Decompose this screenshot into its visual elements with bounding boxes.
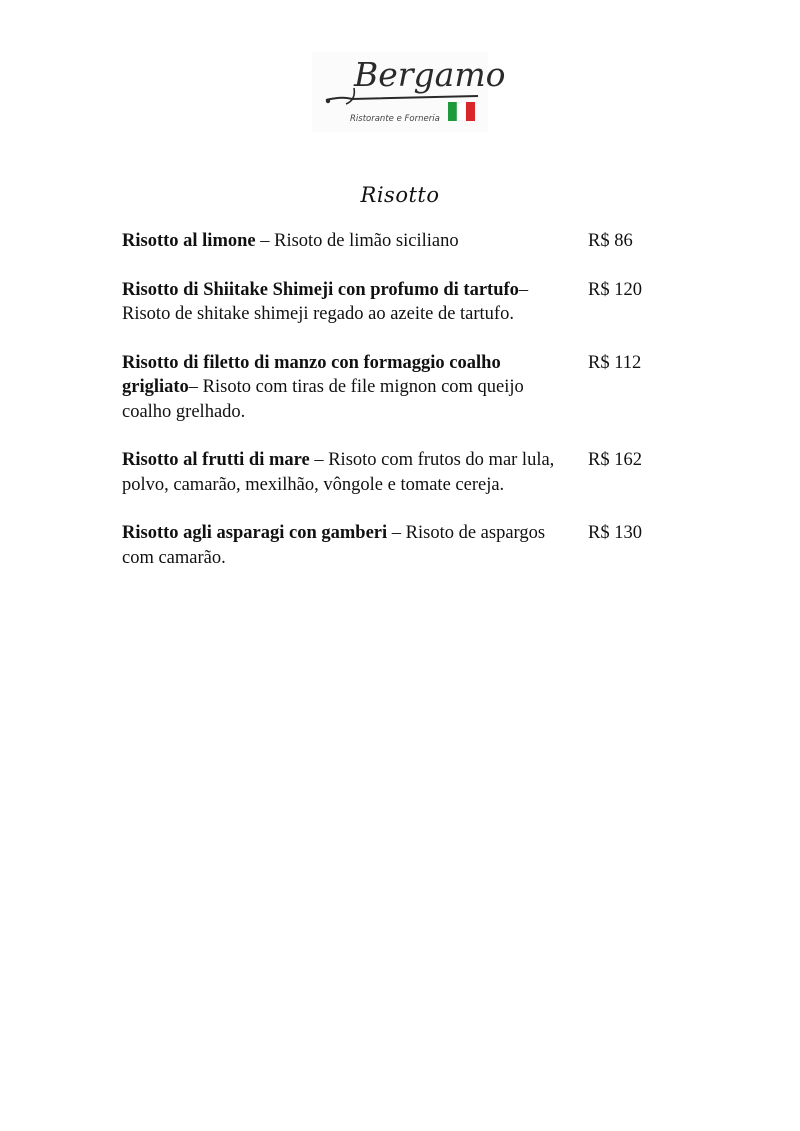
dish-price: R$ 86: [588, 231, 633, 251]
menu-item-text: [122, 278, 577, 327]
dish-separator: –: [309, 450, 329, 470]
menu-item: [122, 448, 662, 497]
dish-price: R$ 112: [588, 352, 642, 373]
dish-separator: –: [387, 523, 406, 543]
menu-item-text: [122, 229, 577, 254]
dish-description: Risoto de aspargos com camarão.: [122, 523, 546, 568]
logo-wordmark: Bergamo: [354, 55, 506, 94]
flag-green-stripe: [448, 102, 457, 121]
dish-description: Risoto de shitake shimeji regado ao azeite de tartufo.: [122, 304, 514, 324]
dish-separator: –: [518, 279, 529, 300]
dish-description: Risoto com frutos do mar lula, polvo, camarão, mexilhão, vôngole e tomate cereja.: [122, 450, 555, 495]
dish-price: R$ 120: [588, 279, 642, 300]
dish-name: Risotto agli asparagi con gamberi: [122, 523, 388, 543]
menu-item: [122, 229, 662, 254]
dish-price: R$ 130: [588, 523, 642, 543]
menu-item-text: [122, 521, 577, 570]
dish-name: Risotto al frutti di mare: [122, 450, 310, 470]
logo-graphic: [312, 52, 506, 132]
dish-name: Risotto di Shiitake Shimeji con profumo di tartufo: [122, 279, 519, 300]
dish-description: Risoto de limão siciliano: [274, 231, 459, 251]
dish-separator: –: [188, 377, 203, 397]
section-title: Risotto: [360, 183, 440, 207]
menu-item-text: [122, 448, 577, 497]
dish-description: Risoto com tiras de file mignon com queijo coalho grelhado.: [122, 377, 524, 422]
logo-tagline: Ristorante e Forneria: [350, 114, 440, 124]
menu-list: [122, 229, 662, 594]
dish-name: Risotto al limone: [122, 231, 256, 251]
dish-separator: –: [255, 231, 275, 251]
logo-swash-dot: [326, 99, 330, 103]
menu-item-text: [122, 351, 577, 425]
menu-item: [122, 278, 662, 327]
restaurant-logo: [312, 52, 506, 132]
dish-name: Risotto di filetto di manzo con formaggio coalho grigliato: [122, 352, 501, 397]
italian-flag-icon: [448, 102, 475, 121]
flag-white-stripe: [457, 102, 466, 121]
flag-red-stripe: [466, 102, 475, 121]
dish-price: R$ 162: [588, 450, 642, 470]
menu-item: [122, 521, 662, 570]
menu-item: [122, 351, 662, 425]
